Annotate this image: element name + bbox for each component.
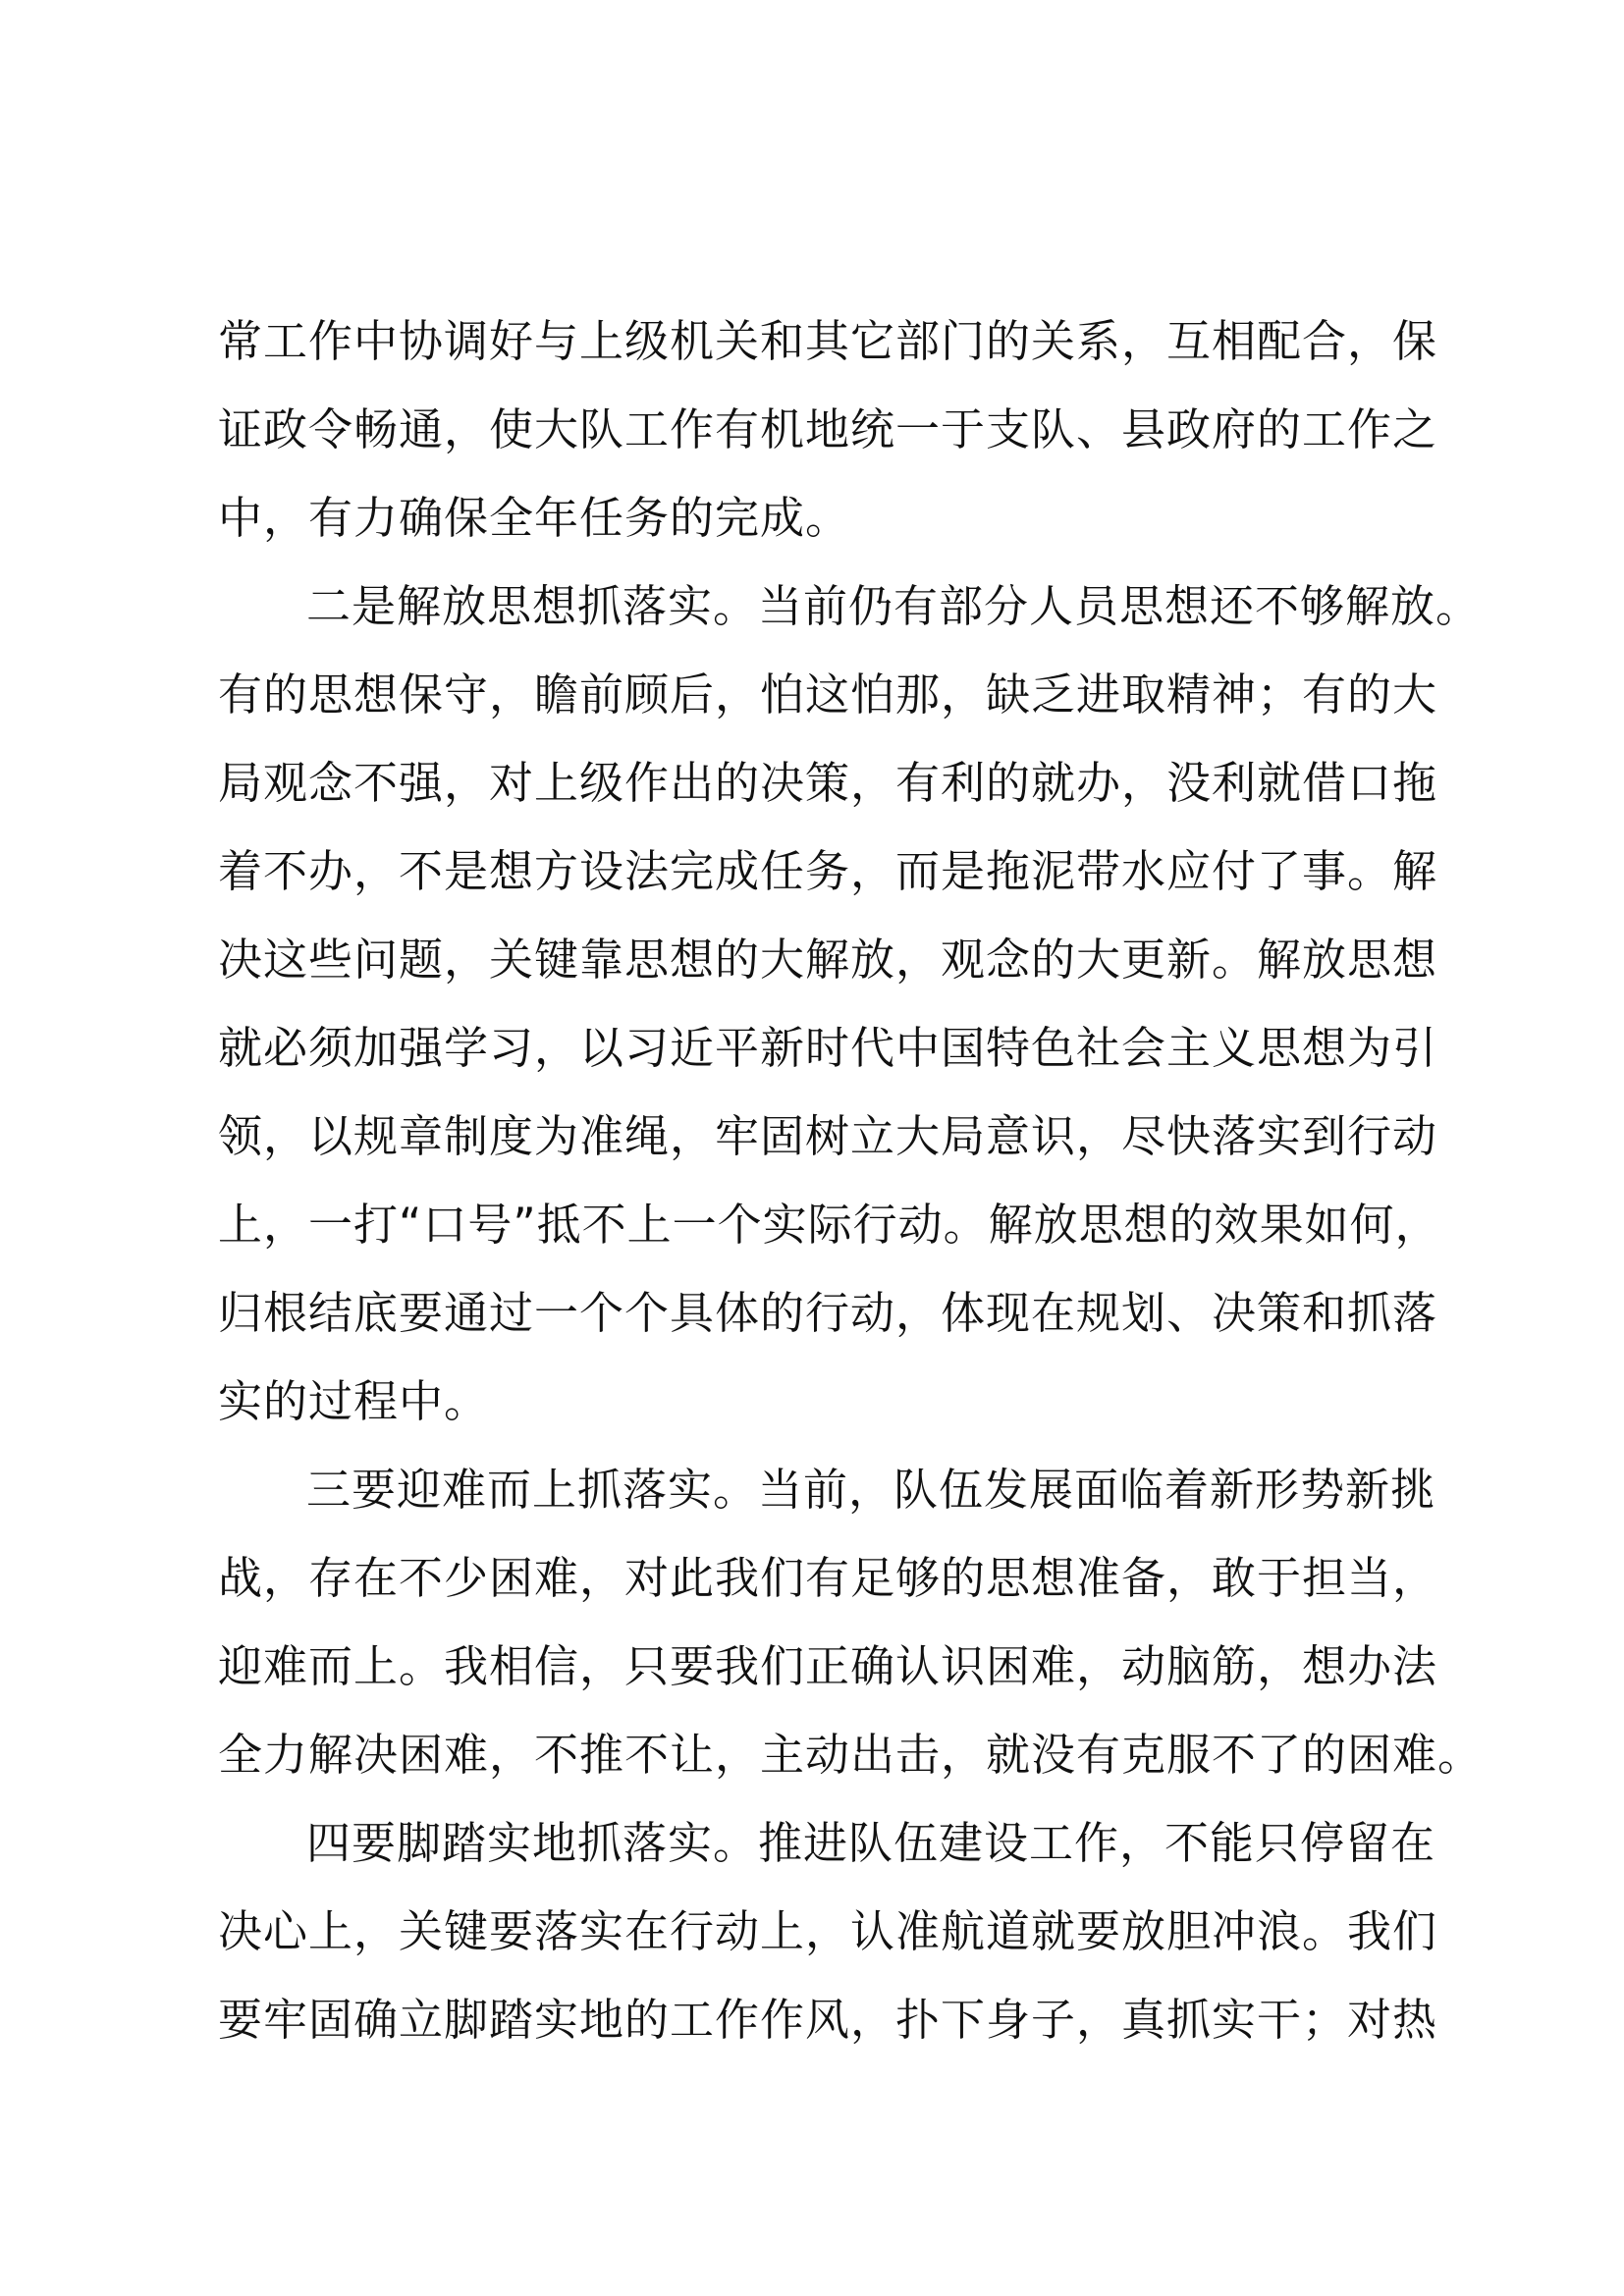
paragraph-2 <box>218 562 1482 1446</box>
text-line: 上，一打“口号”抵不上一个实际行动。解放思想的效果如何， <box>218 1199 1440 1251</box>
text-line: 三要迎难而上抓落实。当前，队伍发展面临着新形势新挑 <box>306 1464 1436 1516</box>
text-line: 领，以规章制度为准绳，牢固树立大局意识，尽快落实到行动 <box>218 1110 1438 1162</box>
text-line: 证政令畅通，使大队工作有机地统一于支队、县政府的工作之 <box>218 403 1438 455</box>
text-line: 全力解决困难，不推不让，主动出击，就没有克服不了的困难。 <box>218 1729 1484 1781</box>
text-line: 四要脚踏实地抓落实。推进队伍建设工作，不能只停留在 <box>306 1817 1436 1869</box>
text-line: 二是解放思想抓落实。当前仍有部分人员思想还不够解放。 <box>306 580 1482 632</box>
paragraph-1 <box>218 297 1438 562</box>
paragraph-4 <box>218 1799 1438 2064</box>
text-line: 决这些问题，关键靠思想的大解放，观念的大更新。解放思想 <box>218 934 1438 986</box>
paragraph-3 <box>218 1446 1484 1799</box>
text-line: 就必须加强学习，以习近平新时代中国特色社会主义思想为引 <box>218 1022 1438 1074</box>
text-line: 实的过程中。 <box>218 1375 490 1427</box>
text-line: 常工作中协调好与上级机关和其它部门的关系，互相配合，保 <box>218 315 1438 367</box>
text-line: 决心上，关键要落实在行动上，认准航道就要放胆冲浪。我们 <box>218 1905 1438 1957</box>
text-line: 归根结底要通过一个个具体的行动，体现在规划、决策和抓落 <box>218 1287 1438 1339</box>
text-line: 要牢固确立脚踏实地的工作作风，扑下身子，真抓实干；对热 <box>218 1994 1438 2046</box>
text-line: 战，存在不少困难，对此我们有足够的思想准备，敢于担当， <box>218 1552 1438 1604</box>
text-line: 中，有力确保全年任务的完成。 <box>218 492 851 544</box>
text-line: 迎难而上。我相信，只要我们正确认识困难，动脑筋，想办法 <box>218 1640 1438 1692</box>
text-line: 局观念不强，对上级作出的决策，有利的就办，没利就借口拖 <box>218 757 1438 809</box>
text-line: 有的思想保守，瞻前顾后，怕这怕那，缺乏进取精神；有的大 <box>218 668 1438 721</box>
text-line: 着不办，不是想方设法完成任务，而是拖泥带水应付了事。解 <box>218 845 1438 897</box>
body-text <box>218 297 1484 2064</box>
